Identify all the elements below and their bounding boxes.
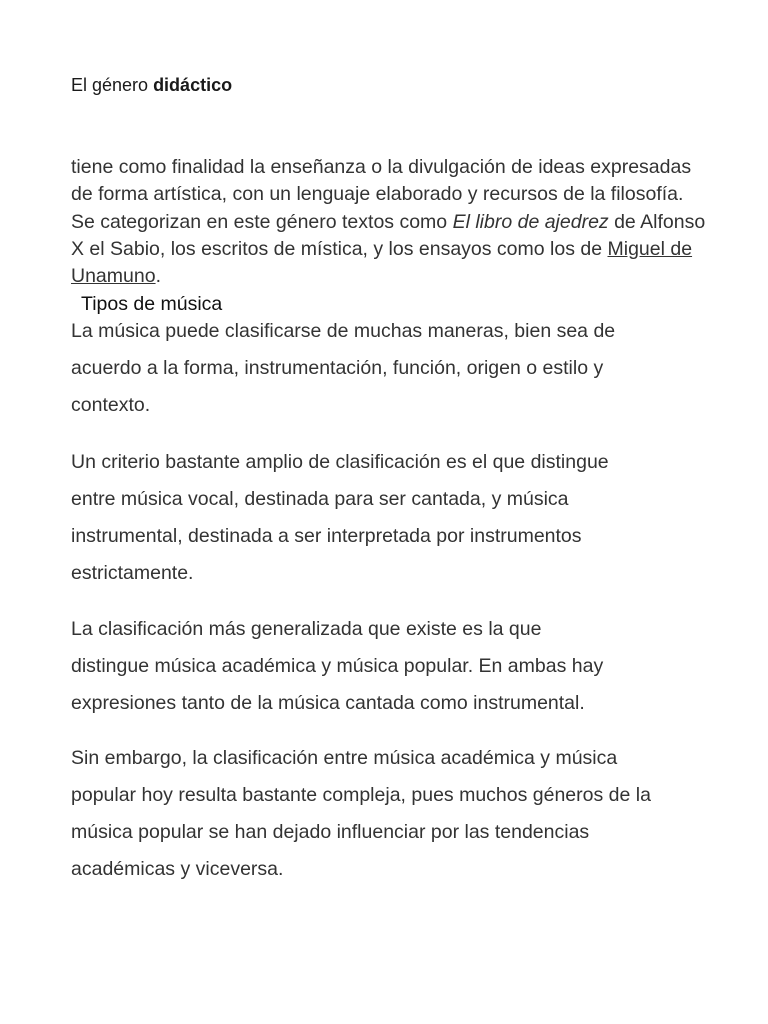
paragraph-line: Un criterio bastante amplio de clasificación es el que distingue xyxy=(71,451,609,473)
paragraph-line: entre música vocal, destinada para ser cantada, y música xyxy=(71,488,569,510)
paragraph-line: estrictamente. xyxy=(71,562,194,584)
subtitle-tipos-de-musica: Tipos de música xyxy=(81,293,223,315)
paragraph-line: La clasificación más generalizada que existe es la que xyxy=(71,618,542,640)
paragraph-line: instrumental, destinada a ser interpretada por instrumentos xyxy=(71,525,582,547)
intro-text-2: de Alfonso X el Sabio, los escritos de mística, y los ensayos como los de xyxy=(71,210,706,260)
paragraph-line: expresiones tanto de la música cantada como instrumental. xyxy=(71,692,585,714)
heading-bold-word: didáctico xyxy=(153,75,233,95)
paragraph-line: contexto. xyxy=(71,394,151,416)
unamuno-link[interactable]: Miguel de Unamuno xyxy=(71,237,693,288)
intro-text-3: . xyxy=(155,265,161,288)
intro-paragraph xyxy=(71,154,711,290)
intro-text-1: tiene como finalidad la enseñanza o la divulgación de ideas expresadas de forma artística, con un lenguaje elaborado y recursos de la filosofía. Se categorizan en este género textos como xyxy=(71,156,692,233)
paragraph-line: música popular se han dejado influenciar por las tendencias xyxy=(71,821,590,843)
paragraph-line: académicas y viceversa. xyxy=(71,858,284,880)
heading-prefix: El género xyxy=(71,75,154,95)
intro-italic-title: El libro de ajedrez xyxy=(452,210,609,233)
section-heading xyxy=(71,73,232,97)
paragraph-line: distingue música académica y música popular. En ambas hay xyxy=(71,655,604,677)
paragraph-line: popular hoy resulta bastante compleja, pues muchos géneros de la xyxy=(71,784,651,806)
paragraph-line: Sin embargo, la clasificación entre música académica y música xyxy=(71,747,618,769)
paragraph-clasificacion xyxy=(71,313,711,424)
paragraph-generalizada xyxy=(71,611,711,722)
paragraph-line: acuerdo a la forma, instrumentación, función, origen o estilo y xyxy=(71,357,604,379)
paragraph-line: La música puede clasificarse de muchas maneras, bien sea de xyxy=(71,320,616,342)
paragraph-sin-embargo xyxy=(71,740,711,888)
paragraph-criterio xyxy=(71,444,711,592)
